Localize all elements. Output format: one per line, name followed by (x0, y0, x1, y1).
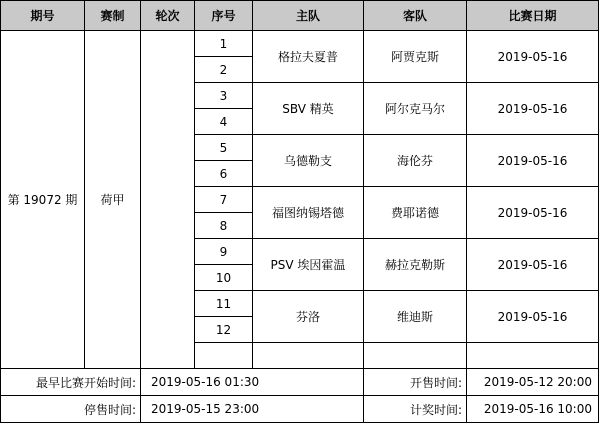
match-date: 2019-05-16 (467, 239, 599, 291)
home-team: 芬洛 (253, 291, 364, 343)
header-round: 轮次 (141, 1, 195, 31)
match-number: 8 (195, 213, 253, 239)
blank-cell (195, 343, 253, 369)
away-team: 海伦芬 (364, 135, 467, 187)
header-issue: 期号 (1, 1, 85, 31)
match-number: 7 (195, 187, 253, 213)
home-team: 乌德勒支 (253, 135, 364, 187)
blank-cell (467, 343, 599, 369)
blank-cell (364, 343, 467, 369)
match-number: 4 (195, 109, 253, 135)
round-cell (141, 31, 195, 369)
header-match-date: 比赛日期 (467, 1, 599, 31)
home-team: 福图纳锡塔德 (253, 187, 364, 239)
match-number: 5 (195, 135, 253, 161)
header-format: 赛制 (85, 1, 141, 31)
away-team: 费耶诺德 (364, 187, 467, 239)
away-team: 阿尔克马尔 (364, 83, 467, 135)
home-team: SBV 精英 (253, 83, 364, 135)
sale-open-label: 开售时间: (364, 369, 467, 396)
table-row (1, 31, 599, 57)
header-away-team: 客队 (364, 1, 467, 31)
match-date: 2019-05-16 (467, 135, 599, 187)
away-team: 阿贾克斯 (364, 31, 467, 83)
format-cell: 荷甲 (85, 31, 141, 369)
match-date: 2019-05-16 (467, 291, 599, 343)
header-home-team: 主队 (253, 1, 364, 31)
match-number: 2 (195, 57, 253, 83)
away-team: 赫拉克勒斯 (364, 239, 467, 291)
earliest-start-value: 2019-05-16 01:30 (141, 369, 364, 396)
sale-open-value: 2019-05-12 20:00 (467, 369, 599, 396)
match-number: 12 (195, 317, 253, 343)
earliest-start-label: 最早比赛开始时间: (1, 369, 141, 396)
header-number: 序号 (195, 1, 253, 31)
prize-calc-label: 计奖时间: (364, 396, 467, 423)
home-team: PSV 埃因霍温 (253, 239, 364, 291)
match-date: 2019-05-16 (467, 83, 599, 135)
header-row (1, 1, 599, 31)
blank-cell (253, 343, 364, 369)
match-number: 10 (195, 265, 253, 291)
match-number: 3 (195, 83, 253, 109)
match-number: 11 (195, 291, 253, 317)
issue-cell: 第 19072 期 (1, 31, 85, 369)
sale-stop-label: 停售时间: (1, 396, 141, 423)
away-team: 维迪斯 (364, 291, 467, 343)
match-date: 2019-05-16 (467, 31, 599, 83)
prize-calc-value: 2019-05-16 10:00 (467, 396, 599, 423)
sale-stop-value: 2019-05-15 23:00 (141, 396, 364, 423)
footer-row-start (1, 369, 599, 396)
match-number: 6 (195, 161, 253, 187)
home-team: 格拉夫夏普 (253, 31, 364, 83)
footer-row-stop (1, 396, 599, 423)
match-date: 2019-05-16 (467, 187, 599, 239)
match-number: 9 (195, 239, 253, 265)
match-number: 1 (195, 31, 253, 57)
